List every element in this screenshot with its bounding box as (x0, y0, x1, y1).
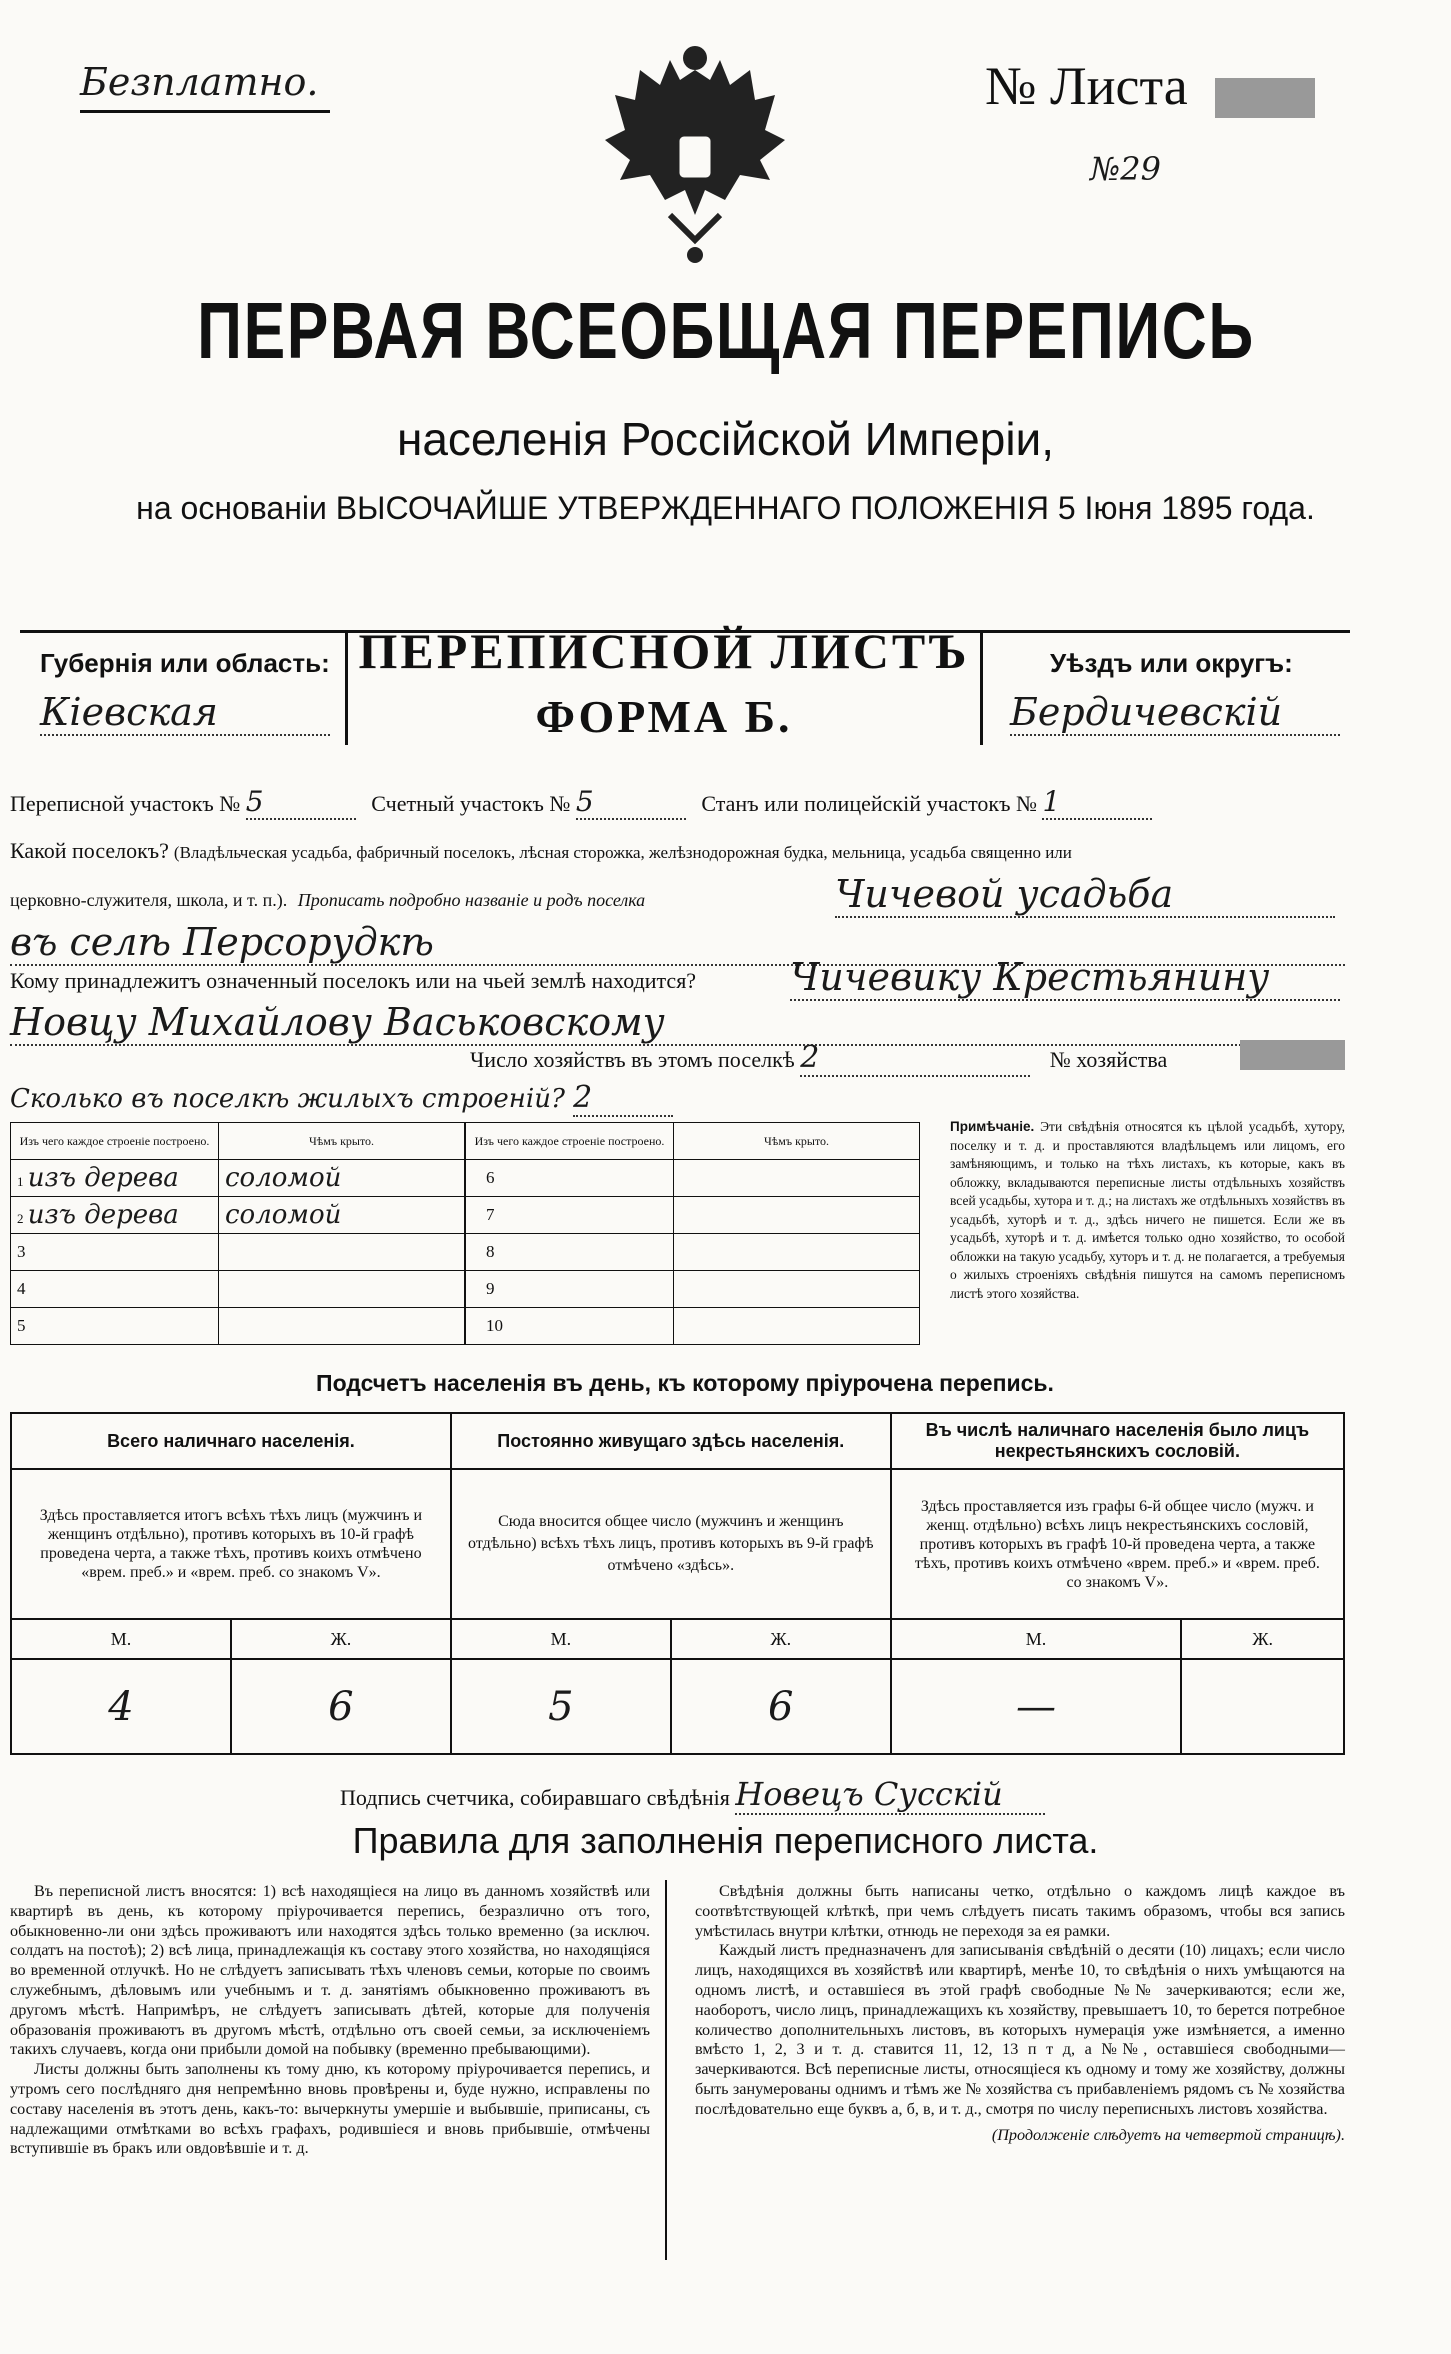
total-female[interactable]: 6 (231, 1659, 451, 1754)
rules-left-column (10, 1882, 650, 2159)
pop-col3-head: Въ числѣ наличнаго населенія было лицъ некрестьянскихъ сословій. (891, 1413, 1344, 1469)
settlement-label: Какой поселокъ? (10, 838, 169, 863)
table-row: 3 (11, 1234, 465, 1271)
material-cell[interactable]: изъ дерева (27, 1200, 179, 1230)
subtitle: населенія Россійской Имперіи, (396, 413, 1055, 465)
stan-label: Станъ или полицейскій участокъ № (701, 791, 1037, 816)
buildings-label: Сколько въ поселкѣ жилыхъ строеній? (10, 1084, 565, 1114)
population-table: Всего наличнаго населенія. Постоянно живущаго здѣсь населенія. Въ числѣ наличнаго населенія было лицъ некрестьянскихъ сословій. Здѣсь проставляется итогъ всѣхъ тѣхъ лицъ (мужчинъ и женщинъ отдѣльно), противъ которыхъ въ 10-й графѣ проведена черта, а также тѣхъ, противъ коихъ отмѣчено «врем. преб.» и «врем. преб. со знакомъ V». Сюда вносится общее число (мужчинъ и женщинъ отдѣльно) всѣхъ тѣхъ лицъ, противъ которыхъ въ 9-й графѣ отмѣчено «здѣсь». Здѣсь проставляется изъ графы 6-й общее число (мужч. и женщ. отдѣльно) всѣхъ лицъ некрестьянскихъ сословій, противъ которыхъ въ графѣ 10-й проведена черта, а также тѣхъ, противъ коихъ отмѣчено «врем. преб.» и «врем. преб. со знакомъ V». М. Ж. М. Ж. М. Ж. 4 6 5 6 — (10, 1412, 1345, 1755)
rules-title: Правила для заполненія переписного листа. (352, 1820, 1099, 1861)
total-male[interactable]: 4 (11, 1659, 231, 1754)
census-area-value[interactable]: 5 (246, 785, 356, 820)
material-cell[interactable]: изъ дерева (27, 1163, 179, 1193)
province-label: Губернія или область: (40, 648, 330, 678)
roof-cell[interactable]: соломой (219, 1160, 465, 1197)
census-area-label: Переписной участокъ № (10, 791, 241, 816)
households-label: Число хозяйствъ въ этомъ поселкѣ (470, 1047, 795, 1072)
pop-col2-desc: Сюда вносится общее число (мужчинъ и женщинъ отдѣльно) всѣхъ тѣхъ лицъ, противъ которыхъ въ 9-й графѣ отмѣчено «здѣсь». (451, 1469, 891, 1619)
rules-right-column (695, 1882, 1345, 2145)
nonpeasant-female[interactable] (1181, 1659, 1344, 1754)
pop-col3-desc: Здѣсь проставляется изъ графы 6-й общее число (мужч. и женщ. отдѣльно) всѣхъ лицъ некрестьянскихъ сословій, противъ которыхъ въ графѣ 10-й проведена черта, а также тѣхъ, противъ коихъ отмѣчено «врем. преб.» и «врем. преб. со знакомъ V». (891, 1469, 1344, 1619)
table-row: 4 (11, 1271, 465, 1308)
roof-cell[interactable] (219, 1308, 465, 1345)
rules-right-p2: Каждый листъ предназначенъ для записыванія свѣдѣній о десяти (10) лицахъ; если число лицъ, находящихся въ хозяйствѣ или квартирѣ, менѣе 10, то свѣдѣнія о нихъ умѣщаются на одномъ листѣ, и оставшіеся въ этой графѣ свободные №№ зачеркиваются; если же, наоборотъ, число лицъ, принадлежащихъ къ хозяйству, превышаетъ 10, то берется потребное количество дополнительныхъ листовъ, въ которыхъ нумерація уже измѣняется, а именно вмѣсто 1, 2, 3 и т. д. ставится 11, 12, 13 п т д, а №№, оставшіеся свободными—зачеркиваются. Всѣ переписные листы, относящіеся къ одному и тому же хозяйству, должны быть занумерованы однимъ и тѣмъ же № хозяйства съ прибавленіемъ рядомъ съ № хозяйства послѣдовательно еще буквъ а, б, в, и т. д., смотря по числу переписныхъ листовъ хозяйства. (695, 1941, 1345, 2118)
pop-col2-head: Постоянно живущаго здѣсь населенія. (451, 1413, 891, 1469)
owner-value-2[interactable]: Новцу Михайлову Васьковскому (10, 1000, 1345, 1046)
col-material: Изъ чего каждое строеніе построено. (11, 1123, 219, 1160)
rules-left-p1: Въ переписной листъ вносятся: 1) всѣ находящіеся на лицо въ данномъ хозяйствѣ или квартирѣ въ день, къ которому пріурочивается перепись, безразлично отъ того, обыкновенно-ли они здѣсь проживаютъ или находятся здѣсь только временно (за исключ. солдатъ на постоѣ); 2) всѣ лица, принадлежащія къ составу этого хозяйства, но находящіяся во временной отлучкѣ. Но не слѣдуетъ записывать тѣхъ членовъ семьи, которые по своимъ служебнымъ, дѣловымъ или учебнымъ и т. д. занятіямъ обыкновенно проживаютъ въ другомъ мѣстѣ. Напримѣръ, не слѣдуетъ записывать дѣтей, которые для полученія образованія проживаютъ въ другомъ мѣстѣ, отдѣльно отъ своей семьи, за исключеніемъ такихъ случаевъ, когда они прибыли домой на побывку (временно пребывающими). (10, 1882, 650, 2059)
free-underline (80, 110, 330, 113)
note-block (950, 1118, 1345, 1303)
coat-of-arms-icon (590, 40, 800, 270)
settlement-hint: (Владѣльческая усадьба, фабричный поселокъ, лѣсная сторожка, желѣзнодорожная будка, мельница, усадьба священно или (173, 843, 1072, 862)
population-title: Подсчетъ населенія въ день, къ которому пріурочена перепись. (316, 1370, 1054, 1396)
stan-value[interactable]: 1 (1042, 785, 1152, 820)
settlement-hint2: церковно-служителя, школа, и т. п.). (10, 890, 288, 910)
rules-left-p2: Листы должны быть заполнены къ тому дню, къ которому пріурочивается перепись, и утромъ сего послѣдняго дня непремѣнно вновь провѣрены и, буде нужно, исправлены по составу населенія въ этотъ день, какъ-то: вычеркнуты умершіе и выбывшіе, приписаны, съ надлежащими отмѣтками во всѣхъ графахъ, родившіеся и вновь прибывшіе, отмѣчены вступившіе въ бракъ или овдовѣвшіе и т. д. (10, 2060, 650, 2158)
table-row: 6 (466, 1160, 920, 1197)
resident-male[interactable]: 5 (451, 1659, 671, 1754)
rules-continued: (Продолженіе слѣдуетъ на четвертой страницѣ). (991, 2125, 1345, 2144)
note-text: Эти свѣдѣнія относятся къ цѣлой усадьбѣ, хутору, поселку и т. д. и проставляются владѣльцемъ или лицомъ, его замѣняющимъ, и только на тѣхъ листахъ, къ которые, какъ въ обложку, вкладываются переписные листы отдѣльныхъ хозяйствъ всей усадьбы, хутора и т. д.; на листахъ же отдѣльныхъ хозяйствъ въ усадьбѣ, хуторѣ и т. д., здѣсь ничего не пишется. Если же въ усадьбѣ, хуторѣ и т. д. имѣется только одно хозяйство, то особой обложки на такую усадьбу, хуторъ и т. д. не полагается, а требуемыя о жилыхъ строеніяхъ свѣдѣнія пишутся на самомъ переписномъ листѣ этого хозяйства. (950, 1119, 1345, 1301)
table-row: 8 (466, 1234, 920, 1271)
rules-right-p1: Свѣдѣнія должны быть написаны четко, отдѣльно о каждомъ лицѣ каждое въ соотвѣтствующей клѣткѣ, при чемъ слѣдуетъ писать такимъ образомъ, чтобы вся запись умѣстилась внутри клѣтки, отнюдь не переходя за ея рамки. (695, 1882, 1345, 1940)
roof-cell[interactable] (219, 1271, 465, 1308)
buildings-table-right: Изъ чего каждое строеніе построено. Чѣмъ крыто. 6 7 8 9 10 (465, 1122, 920, 1345)
settlement-value-1[interactable]: Чичевой усадьба (835, 872, 1335, 918)
table-row: 5 (11, 1308, 465, 1345)
table-row: 7 (466, 1197, 920, 1234)
pop-col1-desc: Здѣсь проставляется итогъ всѣхъ тѣхъ лицъ (мужчинъ и женщинъ отдѣльно), противъ которыхъ въ 10-й графѣ проведена черта, а также тѣхъ, противъ коихъ отмѣчено «врем. преб.» и «врем. преб. со знакомъ V». (11, 1469, 451, 1619)
redaction-block (1215, 78, 1315, 118)
table-row: 2 изъ дерева соломой (11, 1197, 465, 1234)
province-value[interactable]: Кіевская (40, 690, 330, 736)
col-roof: Чѣмъ крыто. (219, 1123, 465, 1160)
note-label: Примѣчаніе. (950, 1119, 1035, 1134)
resident-female[interactable]: 6 (671, 1659, 891, 1754)
nonpeasant-male[interactable]: — (891, 1659, 1182, 1754)
signature-label: Подпись счетчика, собиравшаго свѣдѣнія (340, 1785, 730, 1810)
household-no-label: № хозяйства (1049, 1047, 1168, 1072)
table-row: 9 (466, 1271, 920, 1308)
counting-area-value[interactable]: 5 (576, 785, 686, 820)
owner-value-1[interactable]: Чичевику Крестьянину (790, 955, 1340, 1001)
district-label: Уѣздъ или округъ: (1050, 648, 1293, 678)
main-title: ПЕРВАЯ ВСЕОБЩАЯ ПЕРЕПИСЬ (196, 286, 1255, 375)
table-row: 1 изъ дерева соломой (11, 1160, 465, 1197)
rules-divider (665, 1880, 667, 2260)
counting-area-label: Счетный участокъ № (371, 791, 571, 816)
households-value[interactable]: 2 (800, 1040, 1030, 1077)
sheet-number-value: №29 (1090, 150, 1161, 188)
buildings-value[interactable]: 2 (573, 1080, 673, 1117)
settlement-hint-italic: Прописать подробно названіе и родъ поселка (297, 890, 646, 910)
sheet-number-label: № Листа (985, 56, 1188, 116)
basis-line: на основаніи ВЫСОЧАЙШЕ УТВЕРЖДЕННАГО ПОЛОЖЕНІЯ 5 Іюня 1895 года. (136, 490, 1315, 526)
redaction-block-2 (1240, 1040, 1345, 1070)
form-subtitle: ФОРМА Б. (535, 691, 793, 742)
pop-col1-head: Всего наличнаго населенія. (11, 1413, 451, 1469)
district-value[interactable]: Бердичевскій (1010, 690, 1340, 736)
table-row: 10 (466, 1308, 920, 1345)
roof-cell[interactable] (219, 1234, 465, 1271)
form-title: ПЕРЕПИСНОЙ ЛИСТЪ (358, 623, 970, 679)
buildings-table-left (10, 1122, 465, 1345)
settlement-value-2[interactable]: въ селѣ Персорудкѣ (10, 920, 1345, 966)
free-label: Безплатно. (80, 60, 319, 104)
roof-cell[interactable]: соломой (219, 1197, 465, 1234)
signature-value[interactable]: Новецъ Сусскій (735, 1775, 1045, 1815)
owner-label: Кому принадлежитъ означенный поселокъ или на чьей землѣ находится? (10, 968, 697, 993)
